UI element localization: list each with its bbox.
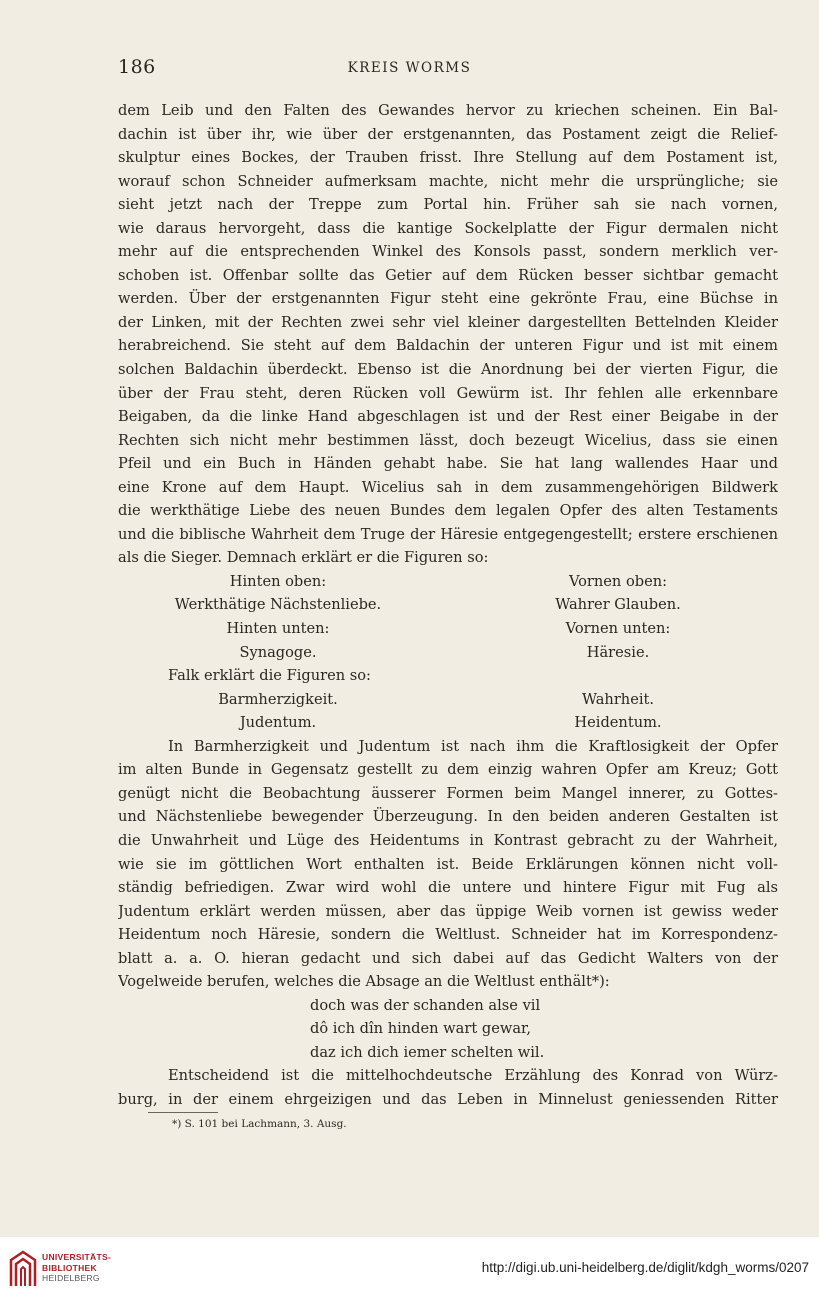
explanation-table-wicelius (118, 570, 778, 664)
text-line: genügt nicht die Beobachtung äusserer Formen beim Mangel innerer, zu Gottes- (118, 784, 778, 802)
library-logo-text (42, 1252, 111, 1284)
table-cell-left: Barmherzigkeit. (218, 690, 338, 708)
text-line: Vogelweide berufen, welches die Absage an die Weltlust enthält*): (118, 973, 610, 991)
text-line: wie daraus hervorgeht, dass die kantige Sockelplatte der Figur dermalen nicht (118, 219, 778, 237)
text-line: die werkthätige Liebe des neuen Bundes dem legalen Opfer des alten Testaments (118, 502, 778, 520)
text-line: Entscheidend ist die mittelhochdeutsche Erzählung des Konrad von Würz- (168, 1067, 778, 1085)
text-line: mehr auf die entsprechenden Winkel des Konsols passt, sondern merklich ver- (118, 243, 778, 261)
table-cell-left: Hinten oben: (229, 572, 327, 590)
text-line: der Linken, mit der Rechten zwei sehr viel kleiner dargestellten Bettelnden Kleider (118, 313, 778, 331)
table-row (118, 641, 778, 665)
text-line: dem Leib und den Falten des Gewandes hervor zu kriechen scheinen. Ein Bal- (118, 102, 778, 119)
table-cell-left: Hinten unten: (226, 620, 330, 638)
logo-line-3: HEIDELBERG (42, 1273, 100, 1283)
table-cell-right: Häresie. (586, 643, 650, 661)
table-row (118, 593, 778, 617)
falk-line: Falk erklärt die Figuren so: (168, 667, 371, 685)
page-number: 186 (118, 56, 156, 78)
text-line: worauf schon Schneider aufmerksam machte, nicht mehr die ursprüngliche; sie (118, 172, 778, 190)
text-line: und die biblische Wahrheit dem Truge der Häresie entgegengestellt; erstere erschienen (118, 525, 778, 543)
verse-line: daz ich dich iemer schelten wil. (310, 1043, 545, 1061)
text-line: Rechten sich nicht mehr bestimmen lässt, doch bezeugt Wicelius, dass sie einen (118, 431, 778, 449)
table-cell-right: Wahrer Glauben. (555, 596, 681, 614)
table-cell-left: Synagoge. (239, 643, 317, 661)
text-line: ständig befriedigen. Zwar wird wohl die untere und hintere Figur mit Fug als (118, 879, 778, 897)
table-cell-right: Heidentum. (574, 714, 662, 732)
text-line: Judentum erklärt werden müssen, aber das üppige Weib vornen ist gewiss weder (118, 902, 778, 920)
logo-line-2: BIBLIOTHEK (42, 1262, 97, 1273)
paragraph-3 (118, 1064, 778, 1111)
table-cell-left: Judentum. (239, 714, 317, 732)
verse-line: dô ich dîn hinden wart gewar, (310, 1020, 532, 1038)
text-line: schoben ist. Offenbar sollte das Getier auf dem Rücken besser sichtbar gemacht (118, 266, 778, 284)
text-line: blatt a. a. O. hieran gedacht und sich dabei auf das Gedicht Walters von der (118, 949, 778, 967)
table-row (118, 617, 778, 641)
verse-line: doch was der schanden alse vil (310, 996, 541, 1014)
text-line: herabreichend. Sie steht auf dem Baldachin der unteren Figur und ist mit einem (118, 337, 778, 355)
text-line: werden. Über der erstgenannten Figur steht eine gekrönte Frau, eine Büchse in (118, 290, 778, 308)
text-line: Pfeil und ein Buch in Händen gehabt habe. Sie hat lang wallendes Haar und (118, 455, 778, 473)
verse-quote (118, 994, 778, 1065)
logo-line-1: UNIVERSITÄTS- (42, 1252, 112, 1262)
paragraph-2 (118, 735, 778, 994)
footnote: *) S. 101 bei Lachmann, 3. Ausg. (172, 1118, 347, 1130)
text-line: sieht jetzt nach der Treppe zum Portal hin. Früher sah sie nach vornen, (118, 196, 778, 214)
footnote-rule (148, 1112, 218, 1113)
text-line: Heidentum noch Häresie, sondern die Weltlust. Schneider hat im Korrespondenz- (118, 926, 778, 944)
text-line: die Unwahrheit und Lüge des Heidentums in Kontrast gebracht zu der Wahrheit, (118, 831, 778, 849)
text-line: im alten Bunde in Gegensatz gestellt zu dem einzig wahren Opfer am Kreuz; Gott (118, 761, 778, 779)
table-row (118, 688, 778, 712)
paragraph-1 (118, 99, 778, 570)
text-line: als die Sieger. Demnach erklärt er die Figuren so: (118, 549, 489, 567)
text-line: dachin ist über ihr, wie über der erstgenannten, das Postament zeigt die Relief- (118, 125, 778, 143)
table-cell-right: Vornen oben: (568, 572, 668, 590)
source-url[interactable]: http://digi.ub.uni-heidelberg.de/diglit/kdgh_worms/0207 (481, 1260, 809, 1275)
table-row (118, 711, 778, 735)
text-line: In Barmherzigkeit und Judentum ist nach ihm die Kraftlosigkeit der Opfer (168, 737, 778, 755)
text-line: und Nächstenliebe bewegender Überzeugung. In den beiden anderen Gestalten ist (118, 808, 778, 826)
text-line: solchen Baldachin überdeckt. Ebenso ist die Anordnung bei der vierten Figur, die (118, 361, 778, 379)
body-text (118, 99, 778, 1112)
text-line: über der Frau steht, deren Rücken voll Gewürm ist. Ihr fehlen alle erkennbare (118, 384, 778, 402)
table-cell-left: Werkthätige Nächstenliebe. (174, 596, 382, 614)
text-line: Beigaben, da die linke Hand abgeschlagen ist und der Rest einer Beigabe in der (118, 408, 778, 426)
table-row (118, 570, 778, 594)
table-cell-right: Vornen unten: (565, 620, 671, 638)
text-line: eine Krone auf dem Haupt. Wicelius sah in dem zusammengehörigen Bildwerk (118, 478, 778, 496)
text-line: wie sie im göttlichen Wort enthalten ist. Beide Erklärungen können nicht voll- (118, 855, 778, 873)
library-logo-icon (8, 1250, 38, 1288)
text-line: skulptur eines Bockes, der Trauben frisst. Ihre Stellung auf dem Postament ist, (118, 149, 778, 167)
text-line: burg, in der einem ehrgeizigen und das Leben in Minnelust geniessenden Ritter (118, 1090, 778, 1108)
table-cell-right: Wahrheit. (581, 690, 654, 708)
explanation-table-falk (118, 688, 778, 735)
running-title: KREIS WORMS (347, 60, 472, 76)
